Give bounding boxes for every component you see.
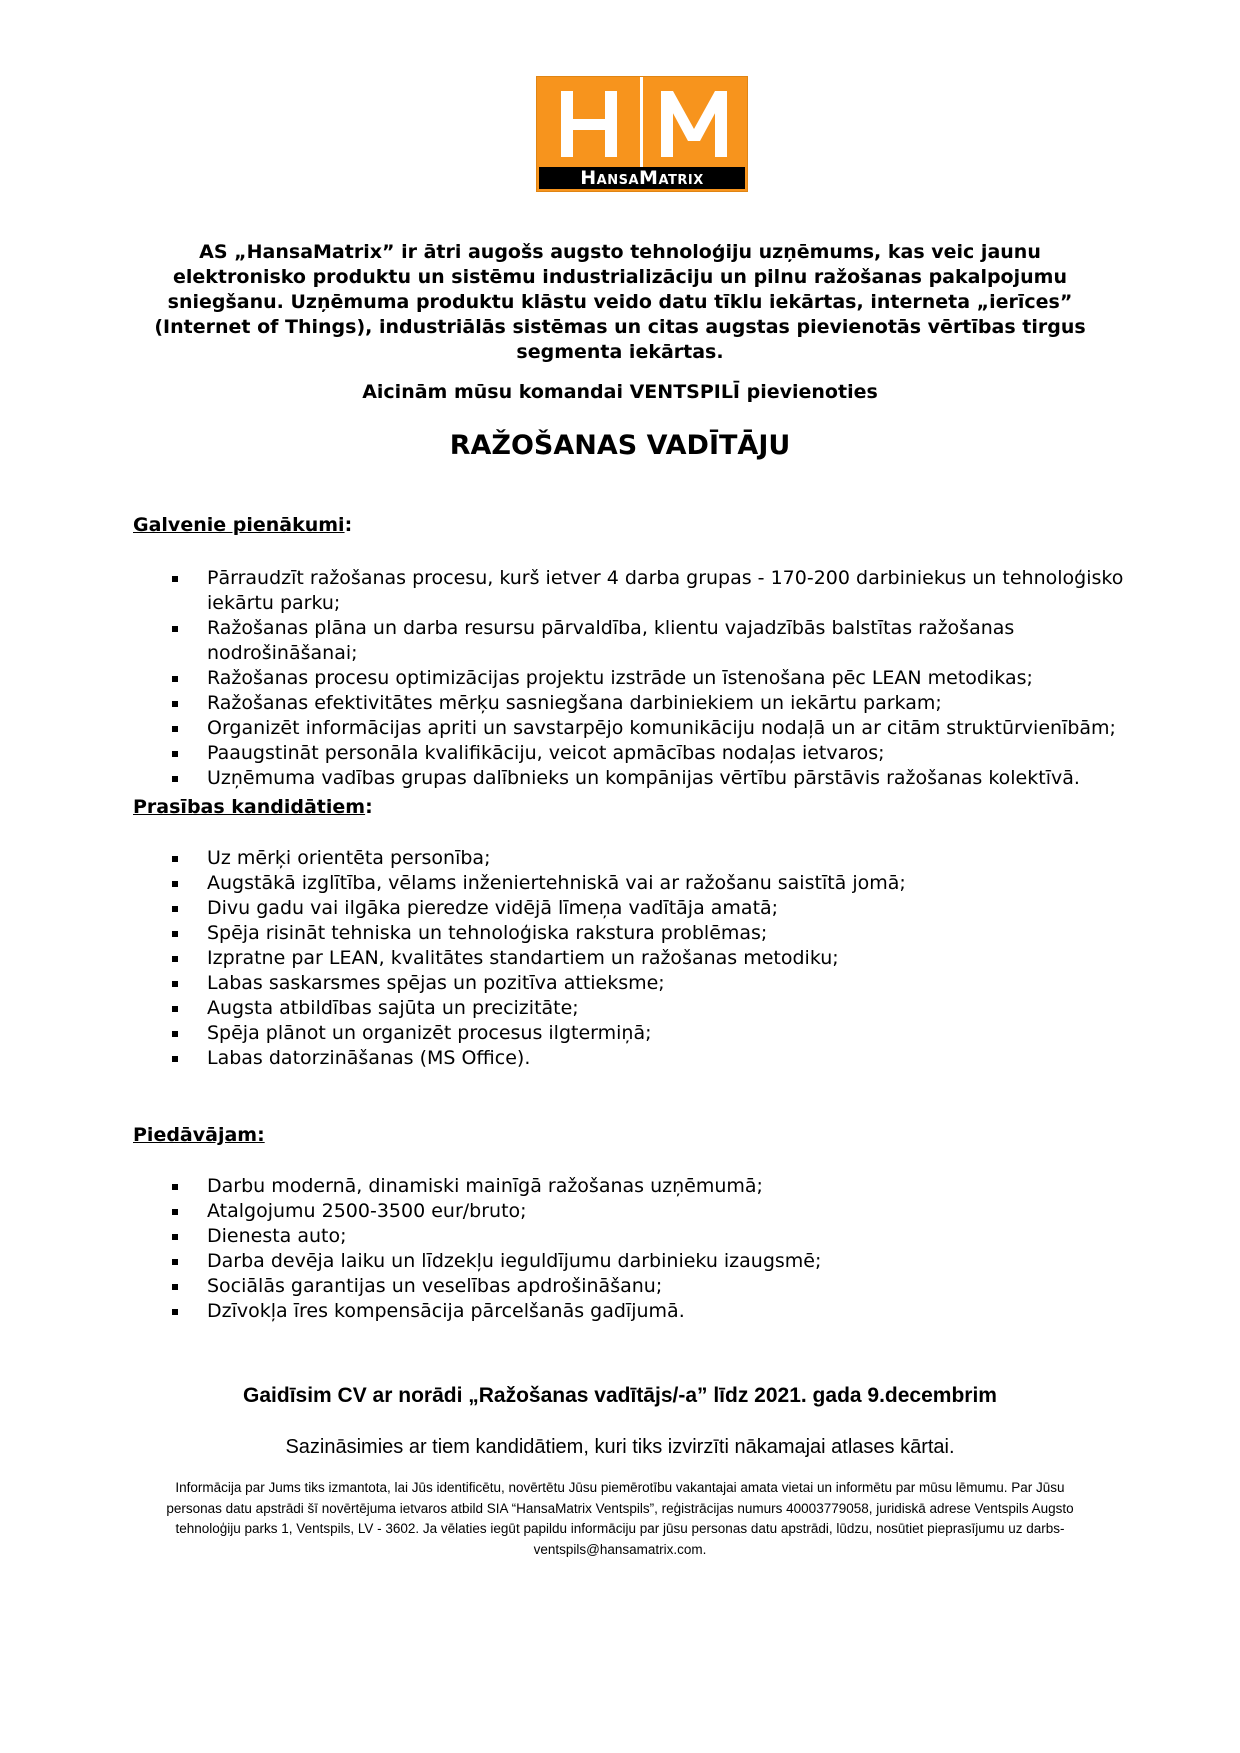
list-item [133, 896, 1133, 921]
invite-line: Aicinām mūsu komandai VENTSPILĪ pievienoties [362, 381, 878, 403]
list-item [133, 1199, 1133, 1224]
list-item-text: Darba devēja laiku un līdzekļu ieguldījumu darbinieku izaugsmē; [207, 1250, 822, 1272]
list-item [133, 1021, 1133, 1046]
list-item-text: Sociālās garantijas un veselības apdrošināšanu; [207, 1275, 663, 1297]
bullet-marker [172, 956, 178, 962]
list-item-text: Labas datorzināšanas (MS Office). [207, 1047, 531, 1069]
list-item-text: Uzņēmuma vadības grupas dalībnieks un kompānijas vērtību pārstāvis ražošanas kolektīvā. [207, 767, 1080, 789]
bullet-marker [172, 1031, 178, 1037]
hansamatrix-logo [536, 76, 748, 192]
list-item [133, 1274, 1133, 1299]
bullet-marker [172, 1006, 178, 1012]
requirements-list [133, 846, 1133, 1071]
bullet-marker [172, 776, 178, 782]
duties-heading-suffix: : [344, 514, 353, 536]
list-item [133, 1299, 1133, 1324]
list-item [133, 666, 1133, 691]
bullet-marker [172, 881, 178, 887]
list-item-text: Spēja risināt tehniska un tehnoloģiska rakstura problēmas; [207, 922, 768, 944]
bullet-marker [172, 1309, 178, 1315]
bullet-marker [172, 626, 178, 632]
list-item-text: Augsta atbildības sajūta un precizitāte; [207, 997, 579, 1019]
job-title: RAŽOŠANAS VADĪTĀJU [449, 430, 791, 461]
logo-wordmark: HansaMatrix [539, 167, 745, 189]
bullet-marker [172, 726, 178, 732]
list-item-text: Organizēt informācijas apriti un savstarpējo komunikāciju nodaļā un ar citām struktūrvienībām; [207, 717, 1116, 739]
offer-list [133, 1174, 1133, 1324]
list-item-text: Ražošanas procesu optimizācijas projektu izstrāde un īstenošana pēc LEAN metodikas; [207, 667, 1033, 689]
list-item-text: Uz mērķi orientēta personība; [207, 847, 491, 869]
list-item-text: Dzīvokļa īres kompensācija pārcelšanās gadījumā. [207, 1300, 685, 1322]
list-item-text: Spēja plānot un organizēt procesus ilgtermiņā; [207, 1022, 652, 1044]
list-item [133, 946, 1133, 971]
duties-heading [133, 513, 352, 538]
list-item-text: Labas saskarsmes spējas un pozitīva attieksme; [207, 972, 665, 994]
requirements-heading-suffix: : [365, 796, 373, 818]
list-item [133, 716, 1133, 741]
bullet-marker [172, 676, 178, 682]
offer-heading [133, 1123, 265, 1148]
list-item [133, 766, 1133, 791]
offer-heading-text: Piedāvājam: [133, 1124, 265, 1146]
bullet-marker [172, 1209, 178, 1215]
requirements-heading [133, 795, 373, 820]
bullet-marker [172, 981, 178, 987]
list-item [133, 1174, 1133, 1199]
duties-list [133, 566, 1133, 791]
list-item-text: Pārraudzīt ražošanas procesu, kurš ietver 4 darba grupas - 170-200 darbiniekus un tehnoloģisko iekārtu parku; [207, 567, 1124, 614]
list-item [133, 1224, 1133, 1249]
bullet-marker [172, 931, 178, 937]
list-item [133, 921, 1133, 946]
cv-deadline-line: Gaidīsim CV ar norādi „Ražošanas vadītājs/-a” līdz 2021. gada 9.decembrim [243, 1384, 997, 1407]
bullet-marker [172, 1234, 178, 1240]
list-item [133, 846, 1133, 871]
list-item-text: Dienesta auto; [207, 1225, 347, 1247]
list-item-text: Augstākā izglītība, vēlams inženiertehniskā vai ar ražošanu saistītā jomā; [207, 872, 906, 894]
list-item-text: Ražošanas efektivitātes mērķu sasniegšana darbiniekiem un iekārtu parkam; [207, 692, 942, 714]
bullet-marker [172, 576, 178, 582]
bullet-marker [172, 1184, 178, 1190]
bullet-marker [172, 751, 178, 757]
list-item [133, 566, 1133, 616]
list-item-text: Darbu modernā, dinamiski mainīgā ražošanas uzņēmumā; [207, 1175, 763, 1197]
privacy-notice: Informācija par Jums tiks izmantota, lai Jūs identificētu, novērtētu Jūsu piemērotību vakantajai amata vietai un informētu par mūsu lēmumu. Par Jūsu personas datu apstrādi šī novērtējuma ietvaros atbild SIA “HansaMatrix Ventspils”, reģistrācijas numurs 40003779058, juridiskā adrese Ventspils Augsto tehnoloģiju parks 1, Ventspils, LV - 3602. Ja vēlaties iegūt papildu informāciju par jūsu personas datu apstrādi, lūdzu, nosūtiet pieprasījumu uz darbs-ventspils@hansamatrix.com. [166, 1480, 1074, 1557]
list-item [133, 1046, 1133, 1071]
list-item-text: Ražošanas plāna un darba resursu pārvaldība, klientu vajadzībās balstītas ražošanas nodrošināšanai; [207, 617, 1015, 664]
list-item-text: Paaugstināt personāla kvalifikāciju, veicot apmācības nodaļas ietvaros; [207, 742, 885, 764]
bullet-marker [172, 1259, 178, 1265]
list-item-text: Izpratne par LEAN, kvalitātes standartiem un ražošanas metodiku; [207, 947, 839, 969]
bullet-marker [172, 856, 178, 862]
bullet-marker [172, 701, 178, 707]
requirements-heading-text: Prasības kandidātiem [133, 796, 366, 818]
list-item [133, 871, 1133, 896]
list-item [133, 741, 1133, 766]
list-item [133, 996, 1133, 1021]
bullet-marker [172, 1284, 178, 1290]
list-item-text: Atalgojumu 2500-3500 eur/bruto; [207, 1200, 527, 1222]
bullet-marker [172, 1056, 178, 1062]
list-item [133, 616, 1133, 666]
duties-heading-text: Galvenie pienākumi [133, 514, 345, 536]
contact-line: Sazināsimies ar tiem kandidātiem, kuri tiks izvirzīti nākamajai atlases kārtai. [285, 1436, 955, 1458]
list-item-text: Divu gadu vai ilgāka pieredze vidējā līmeņa vadītāja amatā; [207, 897, 779, 919]
list-item [133, 971, 1133, 996]
list-item [133, 691, 1133, 716]
list-item [133, 1249, 1133, 1274]
bullet-marker [172, 906, 178, 912]
company-intro: AS „HansaMatrix” ir ātri augošs augsto tehnoloģiju uzņēmums, kas veic jaunu elektronisko produktu un sistēmu industrializāciju un pilnu ražošanas pakalpojumu sniegšanu. Uzņēmuma produktu klāstu veido datu tīklu iekārtas, interneta „ierīces” (Internet of Things), industriālās sistēmas un citas augstas pievienotās vērtības tirgus segmenta iekārtas. [154, 241, 1086, 363]
